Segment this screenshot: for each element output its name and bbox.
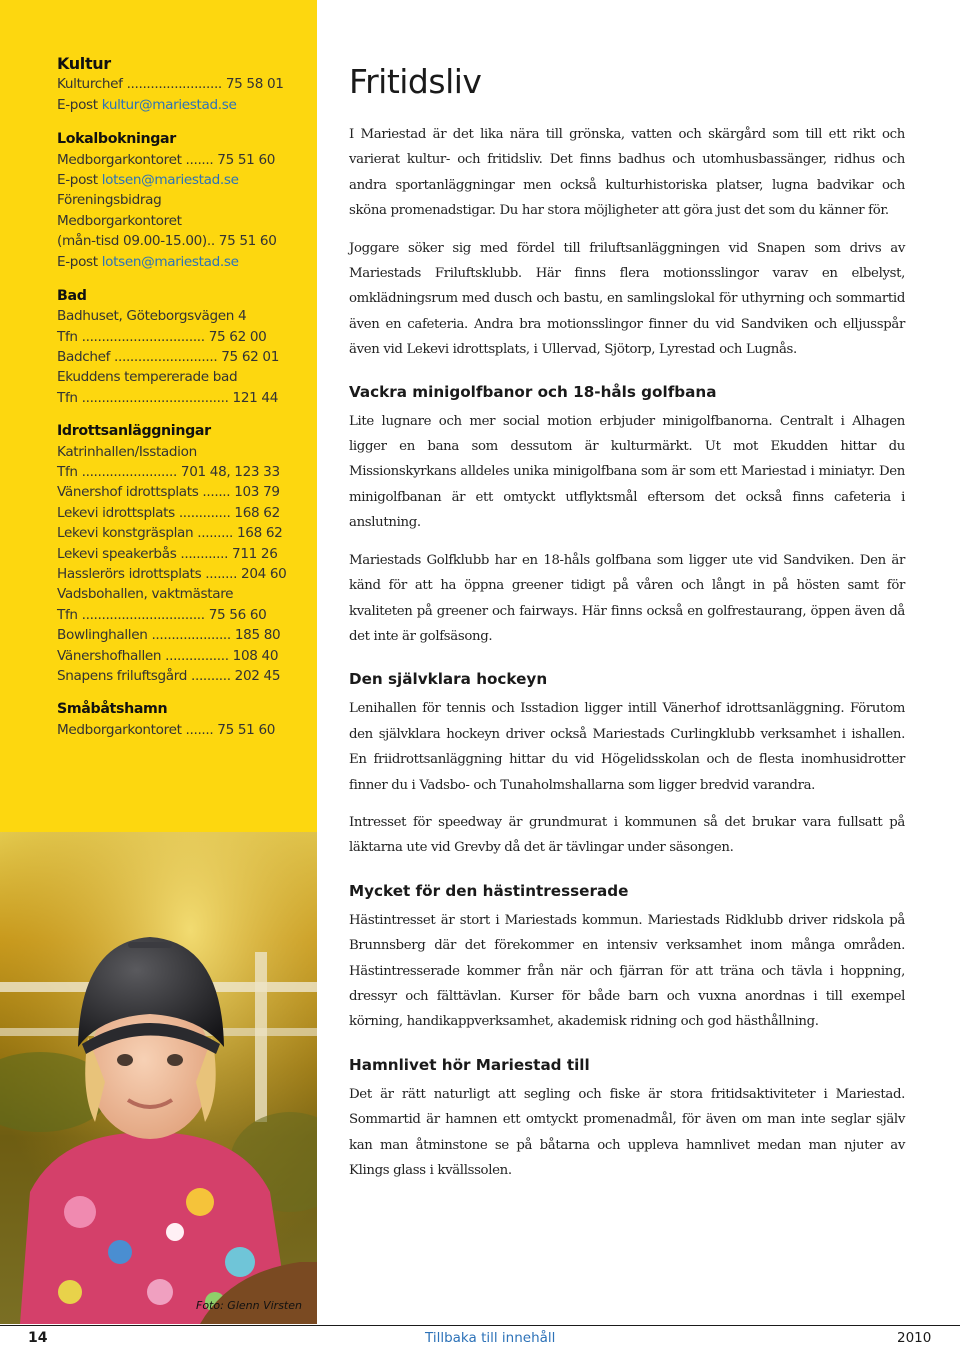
page-number: 14 bbox=[28, 1330, 48, 1346]
sidebar-section-heading bbox=[57, 286, 307, 306]
sidebar-line-text: Kulturchef ........................ 75 58 01 bbox=[57, 76, 284, 93]
sidebar-line-text: Föreningsbidrag bbox=[57, 192, 162, 209]
sidebar-contact-line bbox=[57, 584, 307, 604]
sidebar-line-text: Badchef .......................... 75 62 01 bbox=[57, 349, 279, 366]
sidebar-contact-line bbox=[57, 666, 307, 686]
sidebar-contact-line bbox=[57, 327, 307, 347]
footer-year: 2010 bbox=[897, 1330, 932, 1346]
sidebar-contact-line bbox=[57, 544, 307, 564]
sidebar-line-text: Lekevi konstgräsplan ......... 168 62 bbox=[57, 525, 283, 542]
email-link[interactable]: lotsen@mariestad.se bbox=[101, 171, 239, 188]
sidebar-contact-line bbox=[57, 503, 307, 523]
sidebar-line-text: Tfn ........................ 701 48, 123 33 bbox=[57, 464, 280, 481]
photo-illustration bbox=[0, 832, 317, 1324]
sidebar-contact-line bbox=[57, 150, 307, 170]
horse-heading: Mycket för den hästintresserade bbox=[349, 881, 629, 900]
sidebar-line-text: E-post bbox=[57, 171, 102, 188]
sidebar-section-heading bbox=[57, 54, 307, 74]
sidebar-contact-line bbox=[57, 347, 307, 367]
sidebar-line-text: Tfn ............................... 75 62 00 bbox=[57, 328, 267, 345]
sidebar-contact-line bbox=[57, 482, 307, 502]
minigolf-paragraph: Lite lugnare och mer social motion erbjuder minigolfbanorna. Centralt i Alhagen ligger en bana som dessutom är kulturmärkt. Ut mot Ekudden hittar du Missionskyrkans alldeles unika minigolfbana som är som ett Mariestad i miniatyr. Den minigolfbanan är ett omtyckt utflyktsmål eftersom det också finns cafeteria i anslutning. bbox=[349, 413, 905, 531]
golfclub-paragraph: Mariestads Golfklubb har en 18-håls golfbana som ligger ute vid Sandviken. Den är känd för att ha öppna greener tidigt på våren och långt in på hösten samt för kvaliteten på greener och fairways. Här finns också en golfrestaurang, öppen även då det inte är golfsäsong. bbox=[349, 552, 905, 644]
email-link[interactable]: lotsen@mariestad.se bbox=[101, 253, 239, 270]
sidebar-line-text: E-post bbox=[57, 96, 102, 113]
sidebar-line-text: Vänershof idrottsplats ....... 103 79 bbox=[57, 484, 280, 501]
sidebar-line-text: Småbåtshamn bbox=[57, 701, 168, 718]
page-title: Fritidsliv bbox=[349, 62, 482, 101]
sidebar-line-text: Bad bbox=[57, 287, 87, 304]
sidebar-line-text: Tfn ............................... 75 56 60 bbox=[57, 606, 267, 623]
sidebar-contact-line bbox=[57, 231, 307, 251]
speedway-paragraph: Intresset för speedway är grundmurat i kommunen så det brukar vara fullsatt på läktarna ute vid Grevby då det är tävlingar under säsongen. bbox=[349, 814, 905, 856]
back-to-contents-link[interactable]: Tillbaka till innehåll bbox=[425, 1330, 556, 1346]
sidebar-spacer bbox=[57, 115, 307, 129]
contact-list bbox=[57, 54, 307, 740]
sidebar-spacer bbox=[57, 408, 307, 421]
sidebar-line-text: Katrinhallen/Isstadion bbox=[57, 443, 197, 460]
sidebar-line-text: Badhuset, Göteborgsvägen 4 bbox=[57, 308, 247, 325]
sidebar-contact-line bbox=[57, 523, 307, 543]
sidebar-contact-line bbox=[57, 720, 307, 740]
sidebar-contact-line bbox=[57, 95, 307, 115]
sidebar-contact-line bbox=[57, 564, 307, 584]
sidebar-contact-line bbox=[57, 646, 307, 666]
sidebar-contact-line bbox=[57, 306, 307, 326]
sidebar-contact-line bbox=[57, 442, 307, 462]
sidebar-spacer bbox=[57, 272, 307, 286]
sidebar-contact-line bbox=[57, 170, 307, 190]
sidebar-line-text: Lokalbokningar bbox=[57, 131, 176, 148]
sidebar-contact-line bbox=[57, 74, 307, 94]
child-helmet-photo bbox=[0, 832, 317, 1324]
sidebar-line-text: Hasslerörs idrottsplats ........ 204 60 bbox=[57, 565, 287, 582]
sidebar-section-heading bbox=[57, 699, 307, 719]
sidebar-line-text: Lekevi idrottsplats ............. 168 62 bbox=[57, 504, 280, 521]
hockey-paragraph: Lenihallen för tennis och Isstadion ligger intill Vänerhof idrottsanläggning. Förutom den självklara hockeyn driver också Mariestads Curlingklubb verksamhet i ishallen. En friidrottsanläggning hittar du vid Högelidsskolan och de flesta inomhusidrotter finner du i Vadsbo- och Tunaholmshallarna som ligger bredvid varandra. bbox=[349, 701, 905, 793]
sidebar-section-heading bbox=[57, 129, 307, 149]
sidebar-contact-line bbox=[57, 625, 307, 645]
sidebar-section-heading bbox=[57, 421, 307, 441]
sidebar-line-text: Idrottsanläggningar bbox=[57, 423, 211, 440]
sidebar-spacer bbox=[57, 686, 307, 699]
horse-paragraph: Hästintresset är stort i Mariestads kommun. Mariestads Ridklubb driver ridskola på Brunnsberg där det förekommer en intensiv verksamhet inom många områden. Hästintresserade kommer från när och fjärran för att träna och tävla i hoppning, dressyr och fälttävlan. Kurser för både barn och vuxna anordnas i till exempel körning, handikappverksamhet, akademisk ridning och god hästhållning. bbox=[349, 912, 905, 1030]
sidebar-line-text: Tfn ..................................... 121 44 bbox=[57, 389, 278, 406]
sidebar-line-text: Vänershofhallen ................ 108 40 bbox=[57, 647, 279, 664]
jogging-paragraph: Joggare söker sig med fördel till friluftsanläggningen vid Snapen som drivs av Mariestads Friluftsklubb. Här finns flera motionsslingor varav en elbelyst, omklädningsrum med dusch och bastu, en samlingslokal för uthyrning och sommartid även en cafeteria. Andra bra motionsslingor finner du vid Sandviken och elljusspår även vid Lekevi idrottsplats, i Ullervad, Sjötorp, Lyrestad och Lugnås. bbox=[349, 240, 905, 358]
sidebar-line-text: Snapens friluftsgård .......... 202 45 bbox=[57, 667, 281, 684]
sidebar-contact-line bbox=[57, 367, 307, 387]
sidebar-line-text: (mån-tisd 09.00-15.00).. 75 51 60 bbox=[57, 233, 277, 250]
sidebar-line-text: Vadsbohallen, vaktmästare bbox=[57, 586, 234, 603]
sidebar-contact-line bbox=[57, 388, 307, 408]
sidebar-line-text: Lekevi speakerbås ............ 711 26 bbox=[57, 545, 278, 562]
golf-heading: Vackra minigolfbanor och 18-håls golfbana bbox=[349, 382, 717, 401]
hockey-heading: Den självklara hockeyn bbox=[349, 670, 548, 689]
sidebar-line-text: E-post bbox=[57, 253, 102, 270]
sidebar-contact-line bbox=[57, 462, 307, 482]
footer-rule bbox=[0, 1325, 960, 1326]
harbor-heading: Hamnlivet hör Mariestad till bbox=[349, 1055, 590, 1074]
sidebar-line-text: Bowlinghallen .................... 185 80 bbox=[57, 627, 281, 644]
photo-credit: Foto: Glenn Virsten bbox=[196, 1299, 302, 1312]
page-footer bbox=[0, 1324, 960, 1347]
sidebar-line-text: Ekuddens tempererade bad bbox=[57, 369, 238, 386]
contact-sidebar bbox=[0, 0, 317, 832]
sidebar-contact-line bbox=[57, 605, 307, 625]
intro-paragraph: I Mariestad är det lika nära till grönska, vatten och skärgård som till ett rikt och varierat kultur- och fritidsliv. Det finns badhus och utomhusbassänger, ridhus och andra sportanläggningar men också kulturhistoriska platser, lugna badvikar och sköna promenadstigar. Du har stora möjligheter att göra just det som du känner för. bbox=[349, 127, 905, 219]
sidebar-contact-line bbox=[57, 252, 307, 272]
sidebar-contact-line bbox=[57, 190, 307, 210]
sidebar-contact-line bbox=[57, 211, 307, 231]
sidebar-line-text: Medborgarkontoret ....... 75 51 60 bbox=[57, 721, 276, 738]
sidebar-line-text: Medborgarkontoret bbox=[57, 212, 182, 229]
main-article bbox=[349, 60, 905, 1183]
sidebar-line-text: Medborgarkontoret ....... 75 51 60 bbox=[57, 151, 276, 168]
sidebar-line-text: Kultur bbox=[57, 54, 111, 73]
email-link[interactable]: kultur@mariestad.se bbox=[101, 96, 237, 113]
harbor-paragraph: Det är rätt naturligt att segling och fiske är stora fritidsaktiviteter i Mariestad. Sommartid är hamnen ett omtyckt promenadmål, för även om man inte seglar själv kan man åtminstone se på båtarna och uppleva hamnlivet medan man njuter av Klings glass i kvällssolen. bbox=[349, 1086, 905, 1178]
